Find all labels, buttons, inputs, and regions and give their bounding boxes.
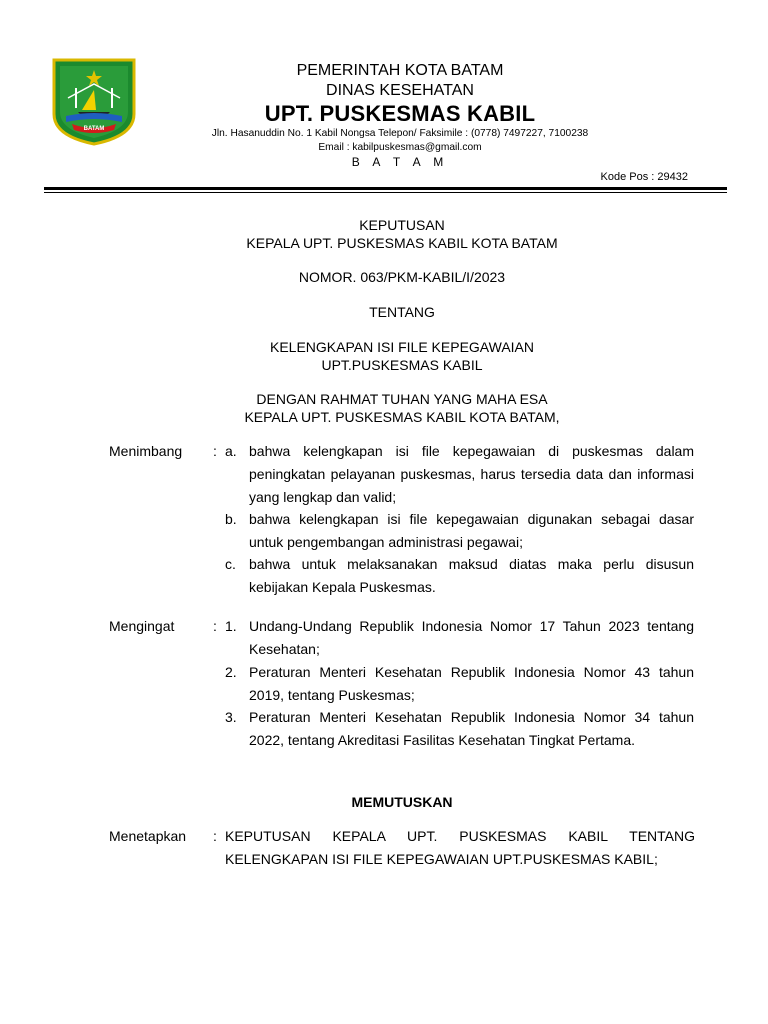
batam-city-emblem	[52, 58, 136, 146]
title-keputusan: KEPUTUSAN	[359, 217, 445, 233]
email: Email : kabilpuskesmas@gmail.com	[318, 142, 482, 153]
item-text: Peraturan Menteri Kesehatan Republik Indonesia Nomor 43 tahun 2019, tentang Puskesmas;	[249, 664, 694, 703]
mengingat-colon: :	[213, 618, 217, 634]
government-name: PEMERINTAH KOTA BATAM	[296, 62, 504, 79]
letterhead	[150, 60, 650, 170]
address: Jln. Hasanuddin No. 1 Kabil Nongsa Telepon/ Faksimile : (0778) 7497227, 7100238	[211, 128, 589, 139]
mengingat-label: Mengingat	[109, 618, 175, 634]
item-text: Undang-Undang Republik Indonesia Nomor 17 Tahun 2023 tentang Kesehatan;	[249, 618, 694, 657]
menetapkan-label: Menetapkan	[109, 828, 187, 844]
item-number: 2.	[225, 664, 237, 680]
title-kepala: KEPALA UPT. PUSKESMAS KABIL KOTA BATAM	[246, 235, 558, 251]
menetapkan-text: KEPUTUSAN KEPALA UPT. PUSKESMAS KABIL TENTANG KELENGKAPAN ISI FILE KEPEGAWAIAN UPT.PUSKESMAS KABIL;	[225, 828, 695, 867]
decree-number: NOMOR. 063/PKM-KABIL/I/2023	[298, 269, 506, 285]
item-text: Peraturan Menteri Kesehatan Republik Indonesia Nomor 34 tahun 2022, tentang Akreditasi Fasilitas Kesehatan Tingkat Pertama.	[249, 709, 694, 748]
rahmat-line2: KEPALA UPT. PUSKESMAS KABIL KOTA BATAM,	[244, 409, 560, 425]
title-tentang: TENTANG	[369, 304, 435, 320]
postal-code: Kode Pos : 29432	[600, 171, 688, 183]
department-name: DINAS KESEHATAN	[326, 82, 474, 99]
item-text: bahwa kelengkapan isi file kepegawaian digunakan sebagai dasar untuk pengembangan administrasi pegawai;	[249, 511, 694, 550]
item-number: b.	[225, 511, 237, 527]
item-text: bahwa kelengkapan isi file kepegawaian di puskesmas dalam peningkatan pelayanan puskesmas, harus tersedia data dan informasi yang lengkap dan valid;	[249, 443, 694, 505]
item-number: c.	[225, 556, 236, 572]
institution-name: UPT. PUSKESMAS KABIL	[264, 101, 536, 126]
subject-line1: KELENGKAPAN ISI FILE KEPEGAWAIAN	[269, 339, 534, 355]
logo-text: BATAM	[83, 126, 105, 132]
item-number: 1.	[225, 618, 237, 634]
subject-line2: UPT.PUSKESMAS KABIL	[321, 357, 483, 373]
header-divider-thick	[44, 187, 727, 190]
city: B A T A M	[351, 155, 449, 169]
item-number: 3.	[225, 709, 237, 725]
item-text: bahwa untuk melaksanakan maksud diatas maka perlu disusun kebijakan Kepala Puskesmas.	[249, 556, 694, 595]
memutuskan-heading: MEMUTUSKAN	[351, 794, 453, 810]
rahmat-line1: DENGAN RAHMAT TUHAN YANG MAHA ESA	[256, 391, 548, 407]
header-divider-thin	[44, 192, 727, 193]
menimbang-label: Menimbang	[109, 443, 183, 459]
item-number: a.	[225, 443, 237, 459]
menetapkan-colon: :	[213, 828, 217, 844]
menimbang-colon: :	[213, 443, 217, 459]
